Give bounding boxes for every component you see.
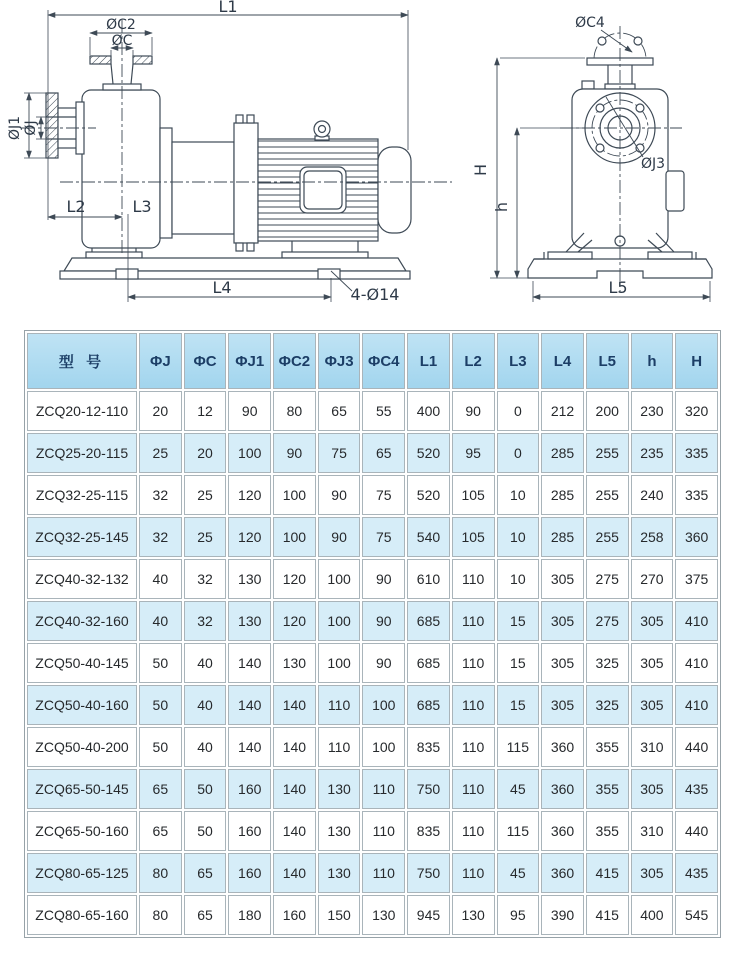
table-row (27, 895, 718, 935)
value-cell: 180 (228, 895, 271, 935)
technical-drawing (0, 0, 745, 320)
value-cell: 520 (407, 475, 450, 515)
value-cell: 80 (139, 853, 182, 893)
value-cell: 160 (228, 811, 271, 851)
value-cell: 270 (631, 559, 674, 599)
value-cell: 410 (675, 643, 718, 683)
table-row (27, 727, 718, 767)
vent-plug (582, 81, 594, 89)
value-cell: 230 (631, 391, 674, 431)
value-cell: 255 (586, 433, 629, 473)
value-cell: 335 (675, 475, 718, 515)
table-body (27, 391, 718, 935)
value-cell: 25 (139, 433, 182, 473)
value-cell: 100 (318, 601, 361, 641)
value-cell: 305 (541, 685, 584, 725)
column-header: ΦC2 (273, 333, 316, 389)
side-port (666, 171, 684, 211)
value-cell: 835 (407, 811, 450, 851)
value-cell: 258 (631, 517, 674, 557)
value-cell: 110 (318, 685, 361, 725)
value-cell: 110 (452, 853, 495, 893)
value-cell: 440 (675, 811, 718, 851)
table-row (27, 643, 718, 683)
value-cell: 100 (318, 643, 361, 683)
value-cell: 130 (318, 769, 361, 809)
value-cell: 275 (586, 559, 629, 599)
value-cell: 390 (541, 895, 584, 935)
value-cell: 140 (228, 643, 271, 683)
value-cell: 355 (586, 769, 629, 809)
value-cell: 100 (273, 475, 316, 515)
model-cell: ZCQ32-25-115 (27, 475, 137, 515)
table-row (27, 391, 718, 431)
value-cell: 200 (586, 391, 629, 431)
column-header: L2 (452, 333, 495, 389)
column-header: ΦC4 (362, 333, 405, 389)
value-cell: 110 (452, 727, 495, 767)
model-cell: ZCQ40-32-160 (27, 601, 137, 641)
table-row (27, 853, 718, 893)
value-cell: 140 (273, 853, 316, 893)
value-cell: 65 (184, 853, 227, 893)
dim-label-l4: L4 (212, 278, 232, 297)
table-row (27, 811, 718, 851)
table-row (27, 769, 718, 809)
motor-foot (282, 252, 368, 258)
table-row (27, 559, 718, 599)
value-cell: 255 (586, 517, 629, 557)
value-cell: 275 (586, 601, 629, 641)
value-cell: 305 (631, 769, 674, 809)
dim-label-c4: ØC4 (575, 15, 605, 31)
value-cell: 100 (318, 559, 361, 599)
value-cell: 90 (362, 601, 405, 641)
value-cell: 100 (273, 517, 316, 557)
value-cell: 285 (541, 517, 584, 557)
value-cell: 75 (318, 433, 361, 473)
value-cell: 25 (184, 475, 227, 515)
table-row (27, 685, 718, 725)
bearing-housing (172, 142, 234, 234)
model-cell: ZCQ65-50-145 (27, 769, 137, 809)
value-cell: 160 (228, 769, 271, 809)
value-cell: 685 (407, 643, 450, 683)
value-cell: 360 (541, 769, 584, 809)
value-cell: 32 (184, 559, 227, 599)
value-cell: 130 (273, 643, 316, 683)
value-cell: 750 (407, 769, 450, 809)
column-header: L4 (541, 333, 584, 389)
value-cell: 400 (631, 895, 674, 935)
value-cell: 110 (318, 727, 361, 767)
model-cell: ZCQ32-25-145 (27, 517, 137, 557)
value-cell: 12 (184, 391, 227, 431)
value-cell: 415 (586, 895, 629, 935)
value-cell: 305 (631, 685, 674, 725)
pump-drawing-svg (0, 0, 745, 320)
value-cell: 415 (586, 853, 629, 893)
value-cell: 65 (184, 895, 227, 935)
model-cell: ZCQ80-65-125 (27, 853, 137, 893)
dim-label-l2: L2 (66, 197, 86, 216)
value-cell: 65 (139, 811, 182, 851)
model-cell: ZCQ40-32-132 (27, 559, 137, 599)
value-cell: 240 (631, 475, 674, 515)
dim-label-l3: L3 (132, 197, 152, 216)
value-cell: 945 (407, 895, 450, 935)
dim-label-h-lower: h (492, 201, 511, 213)
dimension-table (24, 330, 721, 938)
model-cell: ZCQ20-12-110 (27, 391, 137, 431)
value-cell: 305 (541, 601, 584, 641)
table-row (27, 475, 718, 515)
value-cell: 360 (541, 811, 584, 851)
value-cell: 335 (675, 433, 718, 473)
value-cell: 100 (228, 433, 271, 473)
side-view (7, 0, 452, 304)
value-cell: 685 (407, 601, 450, 641)
value-cell: 140 (273, 769, 316, 809)
value-cell: 435 (675, 853, 718, 893)
value-cell: 355 (586, 811, 629, 851)
value-cell: 130 (228, 601, 271, 641)
value-cell: 305 (631, 853, 674, 893)
value-cell: 320 (675, 391, 718, 431)
value-cell: 40 (184, 685, 227, 725)
value-cell: 360 (541, 853, 584, 893)
value-cell: 110 (452, 643, 495, 683)
value-cell: 65 (139, 769, 182, 809)
value-cell: 150 (318, 895, 361, 935)
value-cell: 360 (675, 517, 718, 557)
value-cell: 435 (675, 769, 718, 809)
table-row (27, 433, 718, 473)
value-cell: 45 (497, 853, 540, 893)
value-cell: 115 (497, 811, 540, 851)
lifting-eye (314, 121, 330, 137)
value-cell: 325 (586, 643, 629, 683)
column-header: ΦC (184, 333, 227, 389)
value-cell: 90 (273, 433, 316, 473)
value-cell: 25 (184, 517, 227, 557)
value-cell: 100 (362, 685, 405, 725)
column-header: H (675, 333, 718, 389)
value-cell: 32 (139, 517, 182, 557)
dim-label-c: ØC (111, 33, 133, 49)
value-cell: 110 (452, 685, 495, 725)
value-cell: 50 (139, 643, 182, 683)
value-cell: 440 (675, 727, 718, 767)
value-cell: 90 (362, 643, 405, 683)
value-cell: 160 (273, 895, 316, 935)
value-cell: 310 (631, 727, 674, 767)
value-cell: 15 (497, 643, 540, 683)
value-cell: 10 (497, 517, 540, 557)
model-cell: ZCQ50-40-145 (27, 643, 137, 683)
value-cell: 305 (541, 643, 584, 683)
value-cell: 110 (452, 601, 495, 641)
value-cell: 110 (452, 811, 495, 851)
value-cell: 50 (139, 727, 182, 767)
dim-label-j: ØJ (23, 120, 39, 136)
value-cell: 835 (407, 727, 450, 767)
pump-casing (82, 90, 160, 248)
value-cell: 75 (362, 475, 405, 515)
value-cell: 120 (228, 475, 271, 515)
value-cell: 95 (497, 895, 540, 935)
value-cell: 360 (541, 727, 584, 767)
value-cell: 90 (318, 475, 361, 515)
value-cell: 40 (139, 559, 182, 599)
value-cell: 10 (497, 559, 540, 599)
value-cell: 75 (362, 517, 405, 557)
value-cell: 410 (675, 685, 718, 725)
discharge-flange (90, 56, 111, 64)
value-cell: 40 (184, 727, 227, 767)
mounting-slot (318, 269, 340, 279)
value-cell: 305 (541, 559, 584, 599)
value-cell: 140 (228, 727, 271, 767)
value-cell: 520 (407, 433, 450, 473)
table-head (27, 333, 718, 389)
value-cell: 310 (631, 811, 674, 851)
value-cell: 110 (362, 811, 405, 851)
value-cell: 55 (362, 391, 405, 431)
table-row (27, 601, 718, 641)
value-cell: 105 (452, 475, 495, 515)
value-cell: 80 (139, 895, 182, 935)
value-cell: 130 (228, 559, 271, 599)
value-cell: 130 (452, 895, 495, 935)
value-cell: 235 (631, 433, 674, 473)
value-cell: 40 (184, 643, 227, 683)
value-cell: 255 (586, 475, 629, 515)
value-cell: 32 (139, 475, 182, 515)
motor-flange (234, 123, 258, 243)
value-cell: 10 (497, 475, 540, 515)
value-cell: 50 (139, 685, 182, 725)
column-header: L1 (407, 333, 450, 389)
value-cell: 15 (497, 685, 540, 725)
value-cell: 20 (139, 391, 182, 431)
value-cell: 285 (541, 475, 584, 515)
baseplate (64, 258, 406, 271)
table-row (27, 517, 718, 557)
value-cell: 80 (273, 391, 316, 431)
value-cell: 40 (139, 601, 182, 641)
pump-foot (86, 252, 142, 258)
value-cell: 32 (184, 601, 227, 641)
column-header: ΦJ3 (318, 333, 361, 389)
value-cell: 375 (675, 559, 718, 599)
value-cell: 0 (497, 391, 540, 431)
value-cell: 90 (318, 517, 361, 557)
dim-label-c2: ØC2 (106, 17, 136, 33)
value-cell: 140 (273, 727, 316, 767)
value-cell: 305 (631, 643, 674, 683)
value-cell: 90 (452, 391, 495, 431)
model-cell: ZCQ25-20-115 (27, 433, 137, 473)
value-cell: 750 (407, 853, 450, 893)
pump-bracket (160, 128, 172, 238)
value-cell: 15 (497, 601, 540, 641)
value-cell: 120 (273, 559, 316, 599)
value-cell: 110 (362, 769, 405, 809)
motor-end-cap (378, 147, 411, 233)
dim-label-j3: ØJ3 (640, 156, 666, 172)
value-cell: 685 (407, 685, 450, 725)
value-cell: 285 (541, 433, 584, 473)
dim-label-h-upper: H (471, 163, 490, 177)
value-cell: 110 (452, 769, 495, 809)
dim-label-l5: L5 (608, 278, 628, 297)
value-cell: 105 (452, 517, 495, 557)
value-cell: 130 (318, 811, 361, 851)
value-cell: 90 (362, 559, 405, 599)
value-cell: 20 (184, 433, 227, 473)
dim-label-holes: 4-Ø14 (350, 285, 400, 304)
column-header: L3 (497, 333, 540, 389)
value-cell: 50 (184, 811, 227, 851)
dim-label-j1: ØJ1 (7, 115, 23, 141)
column-header-model: 型 号 (27, 333, 137, 389)
value-cell: 540 (407, 517, 450, 557)
dim-label-l1: L1 (218, 0, 238, 16)
column-header: ΦJ1 (228, 333, 271, 389)
model-cell: ZCQ50-40-160 (27, 685, 137, 725)
foot-pad (548, 252, 592, 259)
column-header: ΦJ (139, 333, 182, 389)
value-cell: 120 (273, 601, 316, 641)
value-cell: 140 (228, 685, 271, 725)
front-view (471, 15, 712, 302)
value-cell: 130 (362, 895, 405, 935)
value-cell: 120 (228, 517, 271, 557)
value-cell: 355 (586, 727, 629, 767)
value-cell: 0 (497, 433, 540, 473)
mounting-slot (116, 269, 138, 279)
value-cell: 90 (228, 391, 271, 431)
value-cell: 212 (541, 391, 584, 431)
value-cell: 305 (631, 601, 674, 641)
model-cell: ZCQ80-65-160 (27, 895, 137, 935)
value-cell: 130 (318, 853, 361, 893)
value-cell: 65 (362, 433, 405, 473)
column-header: L5 (586, 333, 629, 389)
value-cell: 110 (362, 853, 405, 893)
value-cell: 610 (407, 559, 450, 599)
value-cell: 110 (452, 559, 495, 599)
value-cell: 545 (675, 895, 718, 935)
value-cell: 45 (497, 769, 540, 809)
value-cell: 325 (586, 685, 629, 725)
model-cell: ZCQ65-50-160 (27, 811, 137, 851)
value-cell: 50 (184, 769, 227, 809)
value-cell: 400 (407, 391, 450, 431)
value-cell: 160 (228, 853, 271, 893)
value-cell: 140 (273, 685, 316, 725)
table-header-row (27, 333, 718, 389)
value-cell: 410 (675, 601, 718, 641)
value-cell: 100 (362, 727, 405, 767)
value-cell: 95 (452, 433, 495, 473)
value-cell: 140 (273, 811, 316, 851)
motor-nameplate (300, 167, 346, 213)
value-cell: 115 (497, 727, 540, 767)
column-header: h (631, 333, 674, 389)
value-cell: 65 (318, 391, 361, 431)
model-cell: ZCQ50-40-200 (27, 727, 137, 767)
foot-pad (648, 252, 692, 259)
